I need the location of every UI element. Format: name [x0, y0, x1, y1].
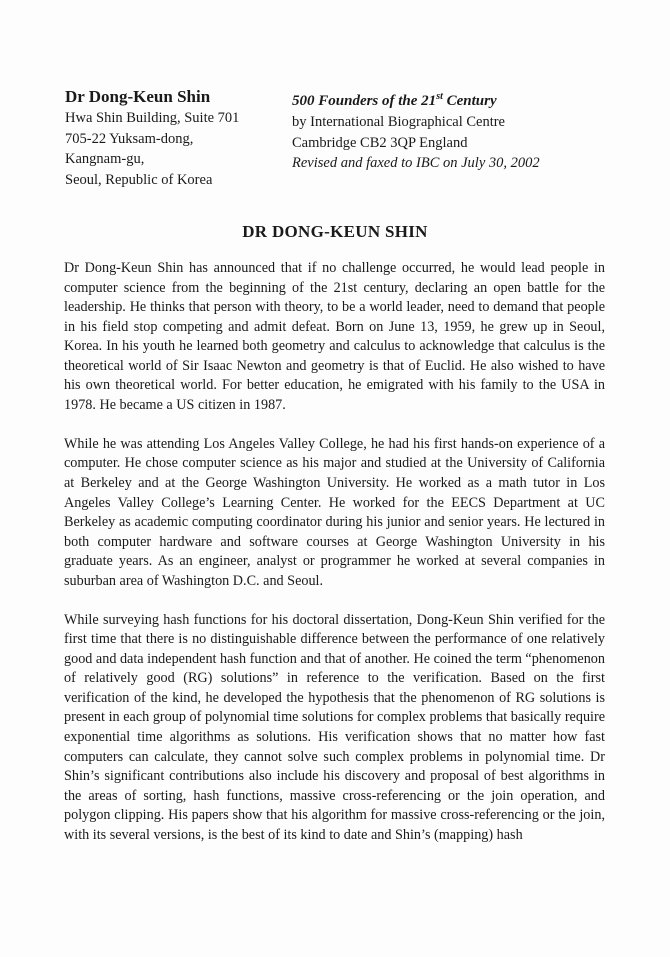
- address-line: Seoul, Republic of Korea: [65, 171, 213, 188]
- publication-title: 500 Founders of the 21st Century: [292, 91, 497, 109]
- paragraph: While he was attending Los Angeles Valley College, he had his first hands-on experience of a computer. He chose computer science as his major and studied at the University of California at Berkeley and at the George Washington University. He worked as a math tutor in Los Angeles Valley College’s Learning Center. He worked for the EECS Department at UC Berkeley as academic computing coordinator during his junior and senior years. He lectured in both computer hardware and software courses at George Washington University in his graduate years. As an engineer, analyst or programmer he worked at several companies in suburban area of Washington D.C. and Seoul.: [64, 435, 605, 589]
- address-line: Kangnam-gu,: [65, 151, 145, 167]
- address-line: Hwa Shin Building, Suite 701: [65, 110, 240, 126]
- document-heading: DR DONG-KEUN SHIN: [242, 222, 428, 241]
- document-body: [64, 259, 605, 865]
- location-line: Cambridge CB2 3QP England: [292, 134, 468, 151]
- paragraph: While surveying hash functions for his doctoral dissertation, Dong-Keun Shin verified for the first time that there is no distinguishable difference between the performance of one relatively good and data independent hash function and that of another. He coined the term “phenomenon of relatively good (RG) solutions” in reference to the verification. Based on the first verification of the kind, he developed the hypothesis that the phenomenon of RG solutions is present in each group of polynomial time solutions for complex problems that basically require exponential time algorithms as solutions. His verification shows that no matter how fast computers can calculate, they cannot solve such complex problems in polynomial time. Dr Shin’s significant contributions also include his discovery and proposal of best algorithms in the areas of sorting, hash functions, massive cross-referencing or the join operation, and polygon clipping. His papers show that his algorithm for massive cross-referencing or the join, with its several versions, is the best of its kind to date and Shin’s (mapping) hash: [64, 611, 605, 843]
- paragraph: Dr Dong-Keun Shin has announced that if no challenge occurred, he would lead people in computer science from the beginning of the 21st century, declaring an open battle for the leadership. He thinks that person with theory, to be a world leader, need to demand that people in his field stop competing and admit defeat. Born on June 13, 1959, he grew up in Seoul, Korea. In his youth he learned both geometry and calculus to acknowledge that calculus is the theoretical world of Sir Isaac Newton and geometry is that of Euclid. He also wished to have his own theoretical world. For better education, he emigrated with his family to the USA in 1978. He became a US citizen in 1987.: [64, 260, 605, 413]
- publisher-line: by International Biographical Centre: [292, 114, 505, 130]
- revision-note: Revised and faxed to IBC on July 30, 2002: [292, 155, 540, 171]
- address-line: 705-22 Yuksam-dong,: [65, 130, 194, 147]
- author-block: [65, 86, 285, 190]
- author-name: Dr Dong-Keun Shin: [65, 87, 211, 106]
- publication-block: [292, 86, 612, 174]
